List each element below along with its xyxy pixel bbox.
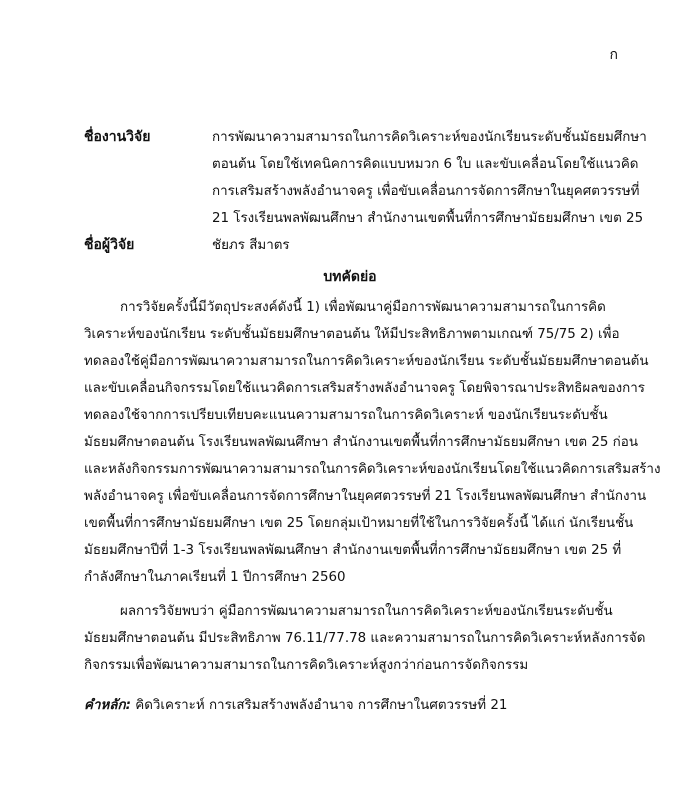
paragraph-line: กิจกรรมเพื่อพัฒนาความสามารถในการคิดวิเคราะห์สูงกว่าก่อนการจัดกิจกรรม: [84, 658, 529, 673]
paragraph-line: วิเคราะห์ของนักเรียน ระดับชั้นมัธยมศึกษาตอนต้น ให้มีประสิทธิภาพตามเกณฑ์ 75/75 2) เพื่อ: [84, 327, 620, 342]
paragraph-line: ทดลองใช้จากการเปรียบเทียบคะแนนความสามารถในการคิดวิเคราะห์ ของนักเรียนระดับชั้น: [84, 408, 608, 423]
researcher-label: ชื่อผู้วิจัย: [84, 237, 135, 253]
abstract-heading: บทคัดย่อ: [323, 269, 377, 285]
title-label: ชื่องานวิจัย: [84, 129, 151, 145]
keywords: [84, 694, 507, 715]
paragraph-line: ทดลองใช้คู่มือการพัฒนาความสามารถในการคิดวิเคราะห์ของนักเรียน ระดับชั้นมัธยมศึกษาตอนต้น: [84, 354, 649, 369]
paragraph-line: กำลังศึกษาในภาคเรียนที่ 1 ปีการศึกษา 2560: [84, 570, 346, 585]
page-number: ก: [609, 47, 618, 63]
keywords-label: คำหลัก:: [84, 698, 131, 713]
paragraph-line: เขตพื้นที่การศึกษามัธยมศึกษา เขต 25 โดยกลุ่มเป้าหมายที่ใช้ในการวิจัยครั้งนี้ ได้แก่ นักเรียนชั้น: [84, 516, 634, 531]
title-line: การพัฒนาความสามารถในการคิดวิเคราะห์ของนักเรียนระดับชั้นมัธยมศึกษา: [212, 130, 647, 145]
title-line: การเสริมสร้างพลังอำนาจครู เพื่อขับเคลื่อนการจัดการศึกษาในยุคศตวรรษที่: [212, 184, 640, 199]
title-line: ตอนต้น โดยใช้เทคนิคการคิดแบบหมวก 6 ใบ และขับเคลื่อนโดยใช้แนวคิด: [212, 157, 639, 172]
paragraph-line: พลังอำนาจครู เพื่อขับเคลื่อนการจัดการศึกษาในยุคศตวรรษที่ 21 โรงเรียนพลพัฒนศึกษา สำนักงาน: [84, 489, 647, 504]
title-line: 21 โรงเรียนพลพัฒนศึกษา สำนักงานเขตพื้นที่การศึกษามัธยมศึกษา เขต 25: [212, 211, 644, 226]
paragraph-line: การวิจัยครั้งนี้มีวัตถุประสงค์ดังนี้ 1) เพื่อพัฒนาคู่มือการพัฒนาความสามารถในการคิด: [120, 300, 606, 315]
researcher-name: ชัยภร สีมาตร: [212, 238, 290, 253]
paragraph-line: มัธยมศึกษาตอนต้น มีประสิทธิภาพ 76.11/77.78 และความสามารถในการคิดวิเคราะห์หลังการจัด: [84, 631, 646, 646]
paragraph-line: มัธยมศึกษาปีที่ 1-3 โรงเรียนพลพัฒนศึกษา สำนักงานเขตพื้นที่การศึกษามัธยมศึกษา เขต 25 ที่: [84, 543, 622, 558]
paragraph-line: ผลการวิจัยพบว่า คู่มือการพัฒนาความสามารถในการคิดวิเคราะห์ของนักเรียนระดับชั้น: [120, 604, 613, 619]
paragraph-line: และหลังกิจกรรมการพัฒนาความสามารถในการคิดวิเคราะห์ของนักเรียนโดยใช้แนวคิดการเสริมสร้าง: [84, 462, 661, 477]
paragraph-line: และขับเคลื่อนกิจกรรมโดยใช้แนวคิดการเสริมสร้างพลังอำนาจครู โดยพิจารณาประสิทธิผลของการ: [84, 381, 646, 396]
keywords-text: คิดวิเคราะห์ การเสริมสร้างพลังอำนาจ การศึกษาในศตวรรษที่ 21: [135, 698, 508, 713]
paragraph-line: มัธยมศึกษาตอนต้น โรงเรียนพลพัฒนศึกษา สำนักงานเขตพื้นที่การศึกษามัธยมศึกษา เขต 25 ก่อน: [84, 435, 638, 450]
